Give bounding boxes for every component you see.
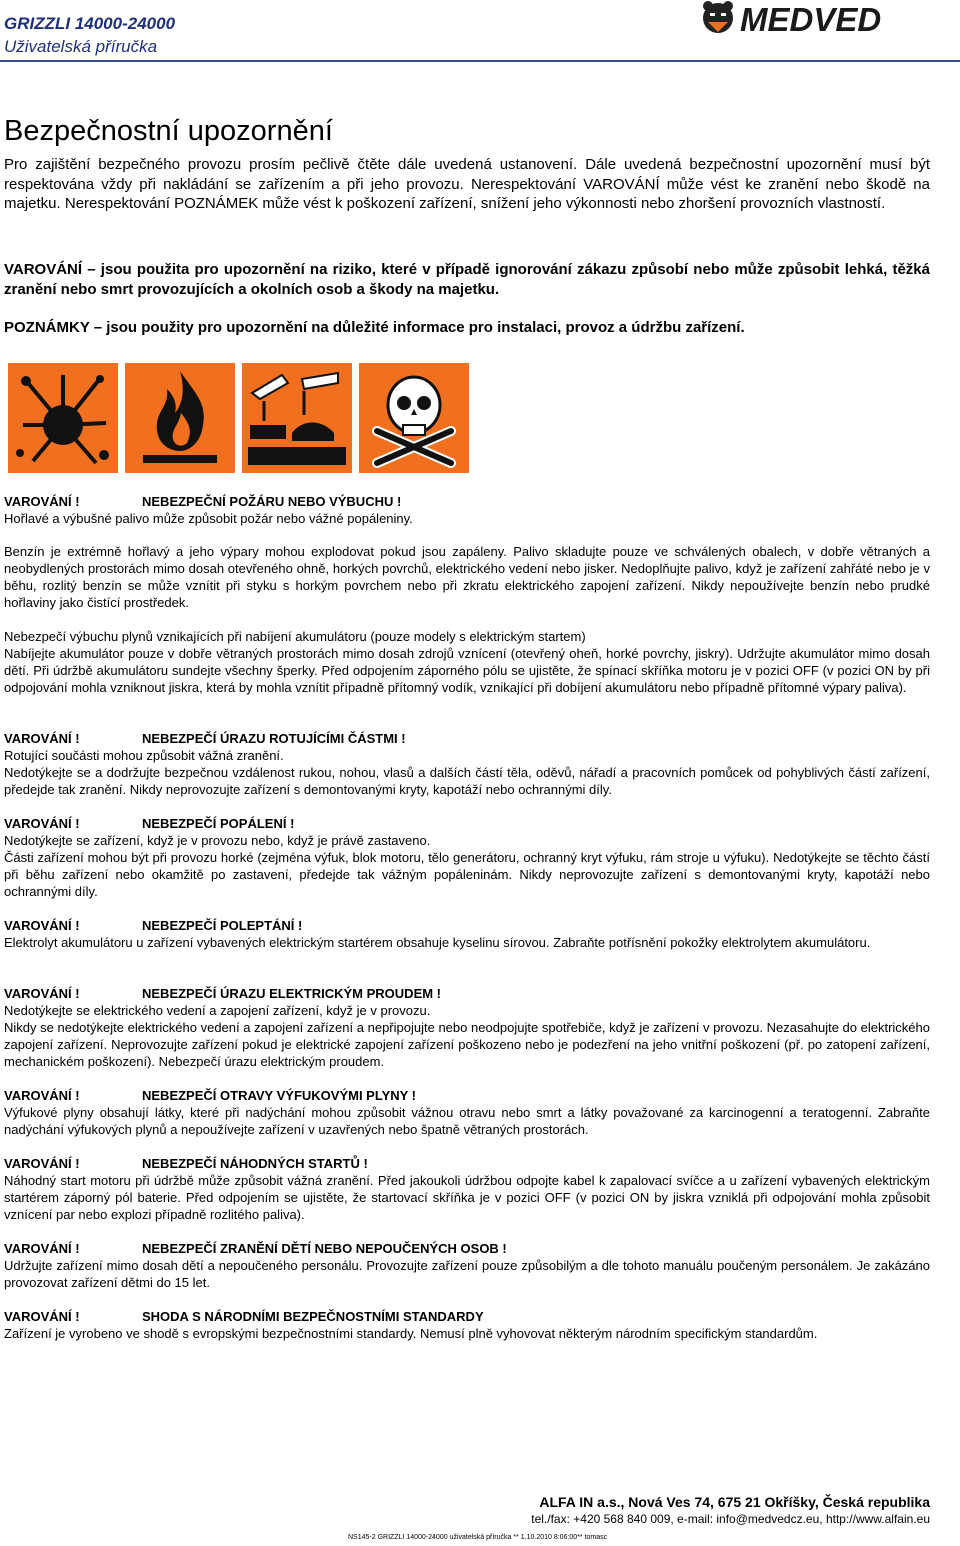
section-body: Elektrolyt akumulátoru u zařízení vybavených elektrickým startérem obsahuje kyselinu sírovou. Zabraňte potřísnění pokožky elektrolytem akumulátoru. bbox=[4, 935, 871, 950]
section-body: Udržujte zařízení mimo dosah dětí a nepoučeného personálu. Provozujte zařízení pouze způsobilým a dle tohoto manuálu poučeným personálem. Je zakázáno provozovat zařízení dětmi do 15 let. bbox=[4, 1258, 930, 1290]
section-heading: NEBEZPEČNÍ POŽÁRU NEBO VÝBUCHU ! bbox=[142, 494, 402, 509]
intro-paragraph: Pro zajištění bezpečného provozu prosím pečlivě čtěte dále uvedená ustanovení. Dále uvedená bezpečnostní upozornění musí být respektována vždy při nakládání se zařízením a při jeho provozu. Nerespektování VAROVÁNÍ může vést ke zranění nebo škodě na majetku. Nerespektování POZNÁMEK může vést k poškození zařízení, snížení jeho výkonnosti nebo zhoršení provozních vlastností. bbox=[4, 156, 930, 212]
medved-logo bbox=[700, 0, 960, 36]
section-title-acid bbox=[4, 917, 302, 934]
corrosive-icon bbox=[242, 363, 352, 473]
section-body: Zařízení je vyrobeno ve shodě s evropskými bezpečnostními standardy. Nemusí plně vyhovovat některým národním specifickým standardům. bbox=[4, 1326, 818, 1341]
section-title-exhaust bbox=[4, 1087, 416, 1104]
page-title: Bezpečnostní upozornění bbox=[4, 115, 333, 147]
warning-label: VAROVÁNÍ ! bbox=[4, 1088, 80, 1103]
page-header bbox=[0, 0, 960, 62]
section-body: Náhodný start motoru při údržbě může způsobit vážná zranění. Před jakoukoli údržbou odpojte kabel k zapalovací svíčce a u zařízení vybavených elektrickým startérem záporný pól baterie. Před odpojením se ujistěte, že startovací skříňka je v pozici OFF (v pozici ON by jiskra vzniklá při odpojování mohla způsobit vznícení par nebo explozi případně rozlitého paliva). bbox=[4, 1173, 930, 1222]
flammable-icon bbox=[125, 363, 235, 473]
warning-label: VAROVÁNÍ ! bbox=[4, 494, 80, 509]
footer-contact: tel./fax: +420 568 840 009, e-mail: info@medvedcz.eu, http://www.alfain.eu bbox=[531, 1512, 930, 1526]
section-heading: NEBEZPEČÍ OTRAVY VÝFUKOVÝMI PLYNY ! bbox=[142, 1088, 417, 1103]
section-heading: NEBEZPEČÍ ÚRAZU ELEKTRICKÝM PROUDEM ! bbox=[142, 986, 442, 1001]
section-body: Rotující součásti mohou způsobit vážná zranění. bbox=[4, 748, 284, 763]
logo-text: MEDVED bbox=[740, 1, 882, 36]
section-body: Nedotýkejte se a dodržujte bezpečnou vzdálenost rukou, nohou, vlasů a dalších částí těla, oděvů, nářadí a pracovních pomůcek od pohyblivých částí zařízení, předejde tak zranění. Nikdy neprovozujte zařízení s demontovanými kryty, kapotáží nebo ochrannými díly. bbox=[4, 765, 930, 797]
warning-label: VAROVÁNÍ ! bbox=[4, 1156, 80, 1171]
section-heading: NEBEZPEČÍ ZRANĚNÍ DĚTÍ NEBO NEPOUČENÝCH OSOB ! bbox=[142, 1241, 507, 1256]
section-body: Hořlavé a výbušné palivo může způsobit požár nebo vážné popáleniny. bbox=[4, 511, 413, 526]
warning-label: VAROVÁNÍ ! bbox=[4, 731, 80, 746]
section-body: Nikdy se nedotýkejte elektrického vedení a zapojení zařízení a nepřipojujte nebo neodpojujte spotřebiče, když je zařízení v provozu. Nezasahujte do elektrického zapojení zařízení. Neprovozujte zařízení pokud je elektrické zapojení zařízení poškozeno nebo je podezření na jeho vnitřní poškození (př. po zatopení zařízení, mechanickém poškození). Nebezpečí úrazu elektrickým proudem. bbox=[4, 1020, 930, 1069]
section-body: Nebezpečí výbuchu plynů vznikajících při nabíjení akumulátoru (pouze modely s elektrickým startem) bbox=[4, 629, 586, 644]
warning-label: VAROVÁNÍ ! bbox=[4, 816, 80, 831]
section-body: Výfukové plyny obsahují látky, které při nadýchání mohou způsobit vážnou otravu nebo smrt a látky považované za karcinogenní a teratogenní. Zabraňte nadýchání výfukových plynů a nepoužívejte zařízení v uzavřených nebo špatně větraných prostorách. bbox=[4, 1105, 930, 1137]
section-title-burn bbox=[4, 815, 294, 832]
notes-definition: POZNÁMKY – jsou použity pro upozornění na důležité informace pro instalaci, provoz a údržbu zařízení. bbox=[4, 319, 745, 336]
section-body: Nedotýkejte se elektrického vedení a zapojení zařízení, když je v provozu. bbox=[4, 1003, 431, 1018]
section-body: Nedotýkejte se zařízení, když je v provozu nebo, když je právě zastaveno. bbox=[4, 833, 431, 848]
section-title-electric bbox=[4, 985, 441, 1002]
section-body: Benzín je extrémně hořlavý a jeho výpary mohou explodovat pokud jsou zapáleny. Palivo skladujte pouze ve schválených obalech, v dobře větraných a neobydlených prostorách mimo dosah otevřeného ohně, horkých povrchů, elektrického vedení nebo jisker. Nedoplňujte palivo, když je zařízení zahřáté nebo je v běhu, rozlitý benzín se může vznítit při styku s horkým povrchem nebo při zkratu elektrického zapojení zařízení. Nikdy nepoužívejte benzín nebo prudké hořlaviny jako čistící prostředek. bbox=[4, 544, 930, 610]
model-name: GRIZZLI 14000-24000 bbox=[4, 14, 176, 33]
section-title-children bbox=[4, 1240, 507, 1257]
footer-company: ALFA IN a.s., Nová Ves 74, 675 21 Okříšky, Česká republika bbox=[539, 1494, 930, 1510]
toxic-icon bbox=[359, 363, 469, 473]
section-title-rotating bbox=[4, 730, 406, 747]
warning-label: VAROVÁNÍ ! bbox=[4, 986, 80, 1001]
section-heading: NEBEZPEČÍ NÁHODNÝCH STARTŮ ! bbox=[142, 1156, 368, 1171]
section-body: Nabíjejte akumulátor pouze v dobře větraných prostorách mimo dosah zdrojů vznícení (otevřený oheň, horké povrchy, jiskry). Udržujte akumulátor mimo dosah dětí. Při údržbě akumulátoru sundejte všechny šperky. Před odpojením záporného pólu se ujistěte, že spínací skříňka motoru je v pozici OFF (v pozici ON by při odpojování mohla vzniknout jiskra, která by mohla vznítit případně přítomný vodík, vznikající při dobíjení akumulátoru nebo případně přítomné výpary paliva). bbox=[4, 646, 930, 695]
section-heading: NEBEZPEČÍ POPÁLENÍ ! bbox=[142, 816, 295, 831]
section-heading: NEBEZPEČÍ ÚRAZU ROTUJÍCÍMI ČÁSTMI ! bbox=[142, 731, 406, 746]
section-title-fire bbox=[4, 493, 401, 510]
explosive-icon bbox=[8, 363, 118, 473]
warning-label: VAROVÁNÍ ! bbox=[4, 1241, 80, 1256]
warning-definition: VAROVÁNÍ – jsou použita pro upozornění na riziko, které v případě ignorování zákazu způsobí nebo může způsobit lehká, těžká zranění nebo smrt provozujících a okolních osob a škody na majetku. bbox=[4, 261, 930, 298]
section-heading: SHODA S NÁRODNÍMI BEZPEČNOSTNÍMI STANDARDY bbox=[142, 1309, 484, 1324]
section-body: Části zařízení mohou být při provozu horké (zejména výfuk, blok motoru, tělo generátoru, ochranný kryt výfuku, rám stroje u výfuku). Nedotýkejte se těchto částí při běhu zařízení nebo okamžitě po zastavení, předejde tak vážným popáleninám. Nikdy neprovozujte zařízení s demontovanými kryty, kapotáží nebo ochrannými díly. bbox=[4, 850, 930, 899]
warning-label: VAROVÁNÍ ! bbox=[4, 918, 80, 933]
section-title-start bbox=[4, 1155, 368, 1172]
section-title-standards bbox=[4, 1308, 484, 1325]
section-heading: NEBEZPEČÍ POLEPTÁNÍ ! bbox=[142, 918, 303, 933]
warning-label: VAROVÁNÍ ! bbox=[4, 1309, 80, 1324]
footer-docref: NS145-2 GRIZZLI 14000-24000 uživatelská příručka ** 1.10.2010 8:06:00** tomasc bbox=[348, 1534, 608, 1541]
manual-subtitle: Uživatelská příručka bbox=[4, 37, 158, 56]
header-rule bbox=[0, 60, 960, 62]
